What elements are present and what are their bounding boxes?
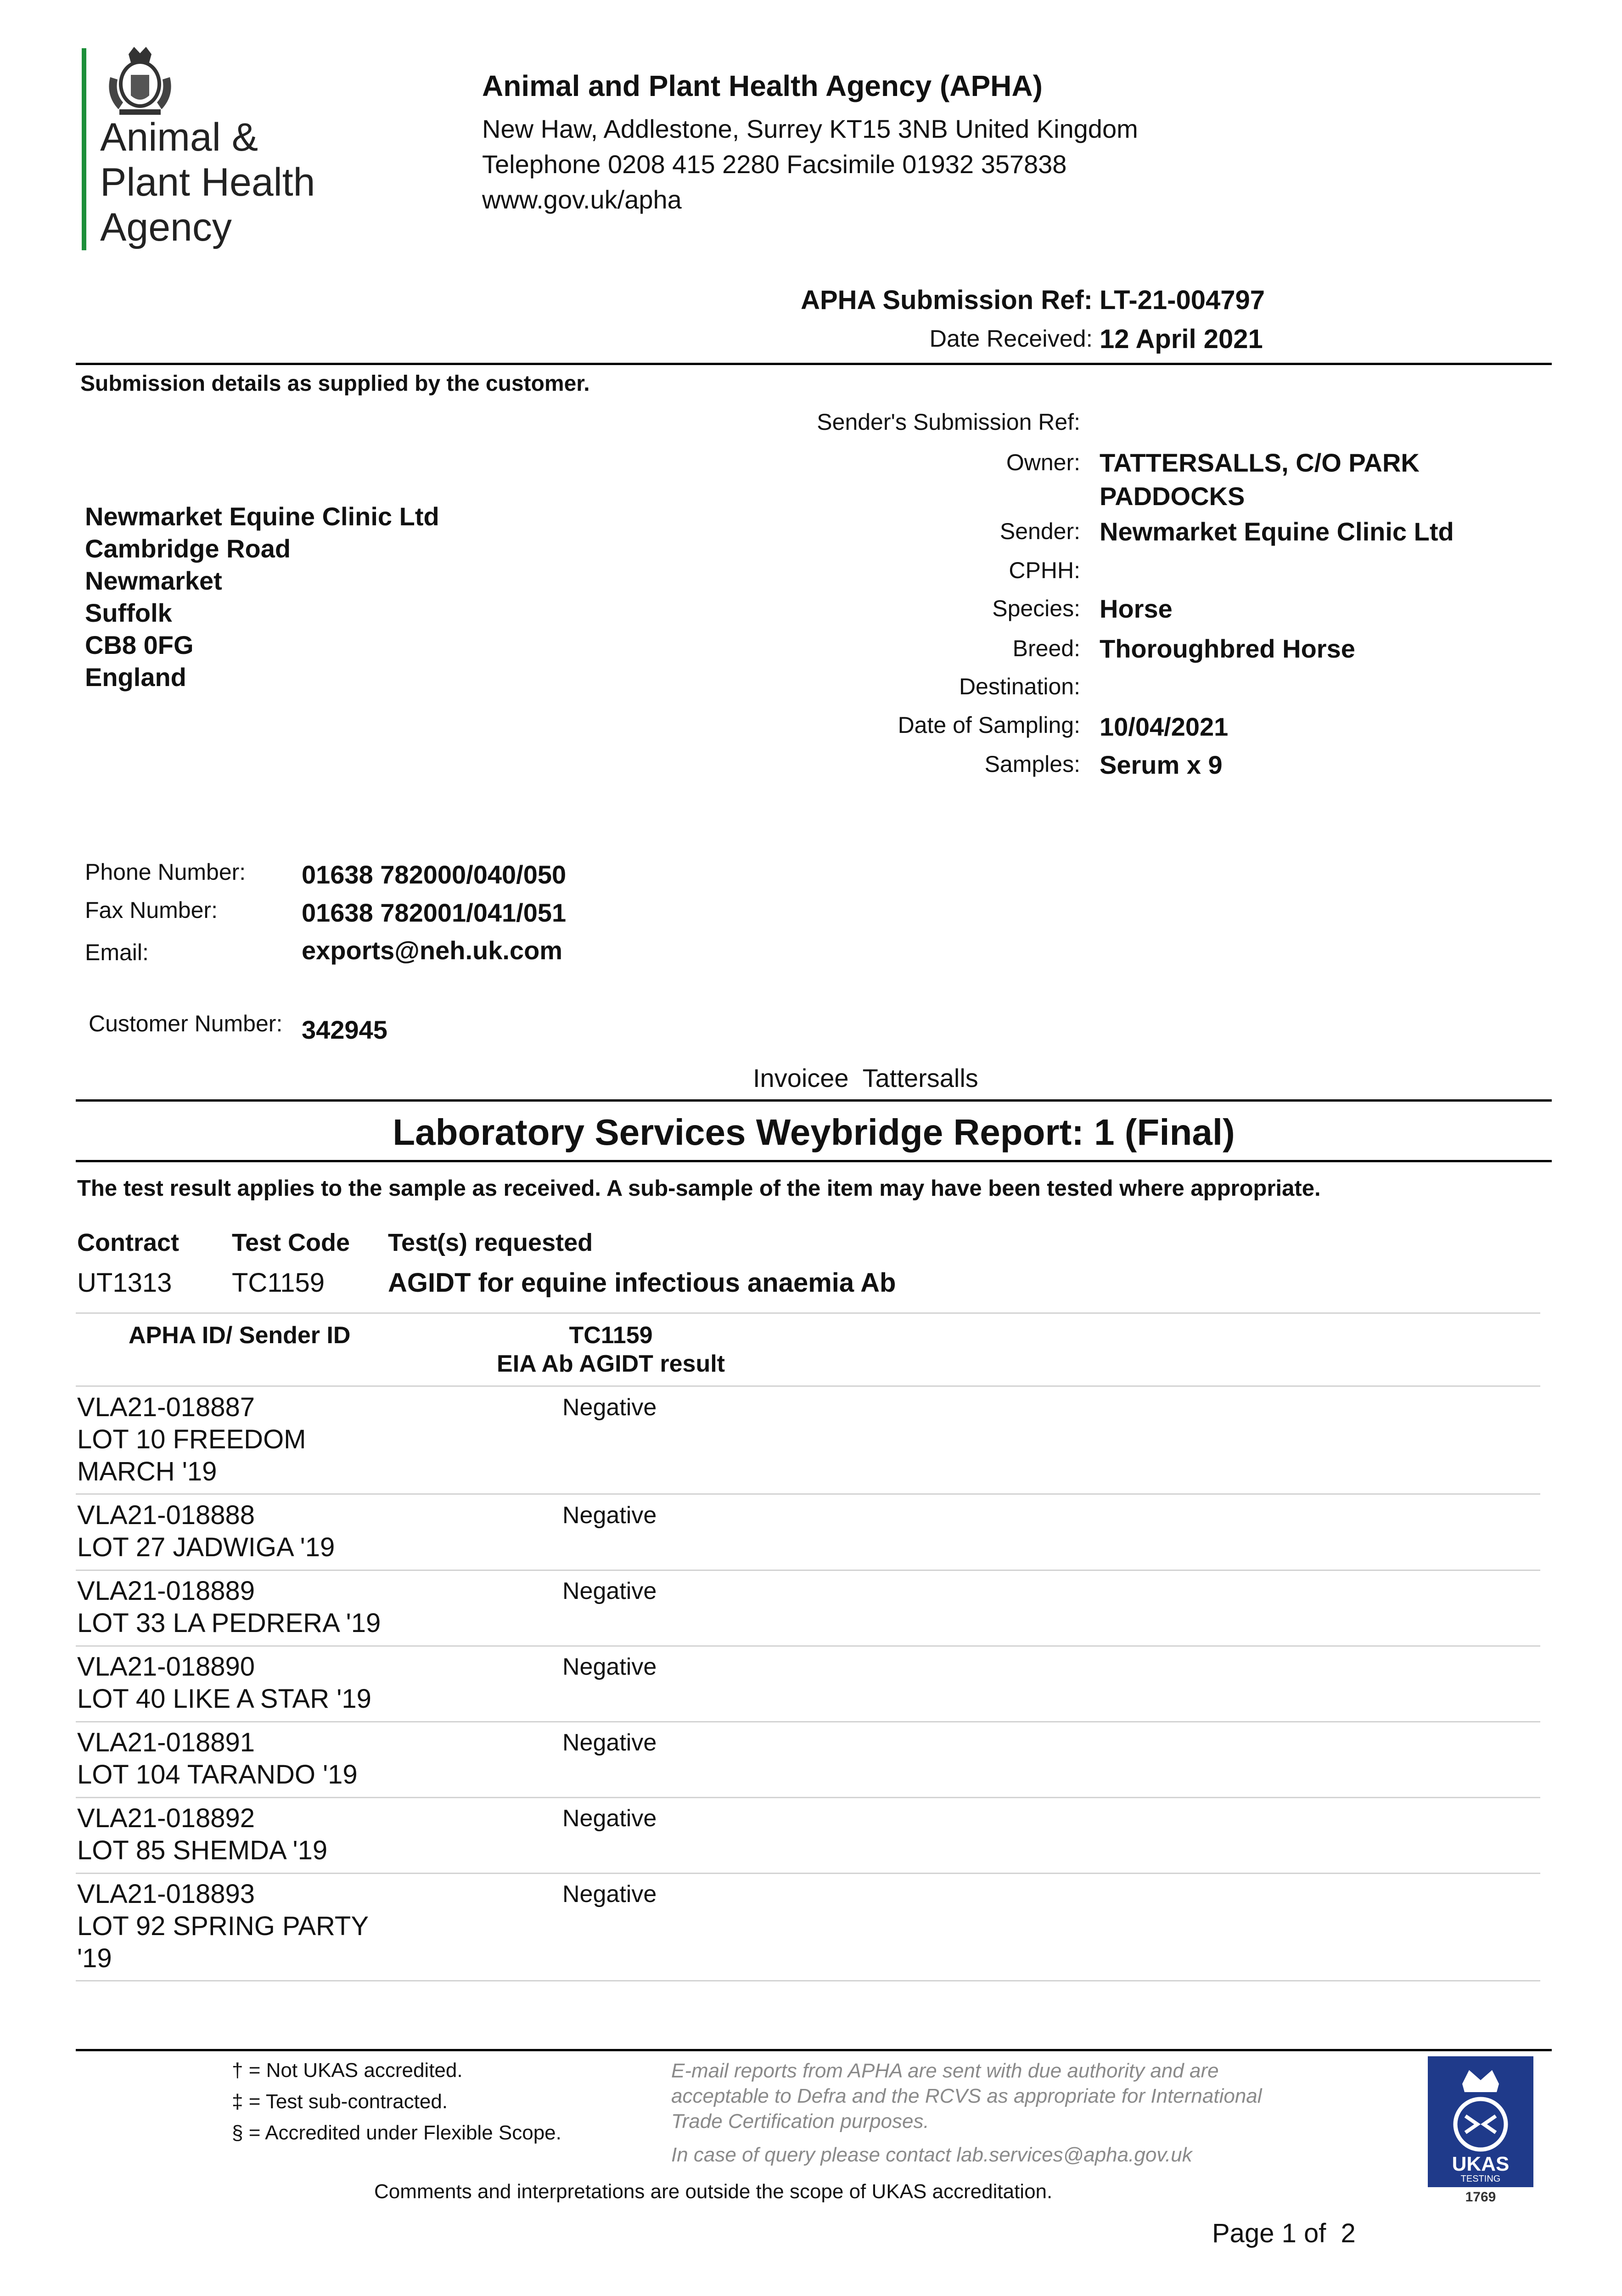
page-number: Page 1 of 2 [1212, 2218, 1356, 2248]
test-code-header: Test Code [232, 1229, 350, 1256]
date-received-value: 12 April 2021 [1100, 324, 1263, 354]
table-row [77, 1499, 335, 1564]
email-label: Email: [85, 940, 149, 965]
contract-value: UT1313 [77, 1268, 172, 1298]
row-divider [76, 1721, 1540, 1722]
table-row [77, 1391, 306, 1488]
royal-crest-icon [101, 45, 179, 118]
row-divider [76, 1797, 1540, 1798]
sender-id: MARCH '19 [77, 1457, 217, 1486]
row-divider [76, 1570, 1540, 1571]
fax-label: Fax Number: [85, 897, 218, 923]
owner-value-2: PADDOCKS [1100, 482, 1245, 511]
sample-id: VLA21-018890 [77, 1652, 255, 1682]
email-note [671, 2058, 1262, 2134]
logo-wordmark [100, 115, 315, 250]
address-line: Suffolk [85, 598, 172, 627]
col-id-header: APHA ID/ Sender ID [129, 1322, 351, 1349]
phone-value: 01638 782000/040/050 [302, 860, 567, 889]
tests-requested-header: Test(s) requested [388, 1229, 593, 1256]
table-row [77, 1727, 358, 1791]
row-divider [76, 1645, 1540, 1647]
address-line: Newmarket Equine Clinic Ltd [85, 502, 439, 531]
query-note: In case of query please contact lab.services@apha.gov.uk [671, 2144, 1192, 2166]
row-divider [76, 1980, 1540, 1981]
owner-label: Owner: [1006, 450, 1080, 475]
sample-id: VLA21-018888 [77, 1500, 255, 1530]
table-row [77, 1651, 371, 1715]
invoicee: Invoicee Tattersalls [753, 1064, 978, 1092]
col-result-name: EIA Ab AGIDT result [497, 1351, 725, 1377]
owner-value: TATTERSALLS, C/O PARK [1100, 448, 1420, 477]
sender-value: Newmarket Equine Clinic Ltd [1100, 517, 1454, 546]
fax-value: 01638 782001/041/051 [302, 898, 567, 927]
row-divider [76, 1493, 1540, 1495]
sample-id: VLA21-018892 [77, 1803, 255, 1833]
legend-item: ‡ = Test sub-contracted. [232, 2090, 448, 2113]
address-line: CB8 0FG [85, 630, 194, 659]
divider [76, 1099, 1552, 1102]
sender-id: LOT 104 TARANDO '19 [77, 1760, 358, 1790]
email-note-line: acceptable to Defra and the RCVS as appropriate for International [671, 2085, 1262, 2107]
sender-id: '19 [77, 1943, 112, 1973]
sender-ref-label: Sender's Submission Ref: [817, 409, 1080, 435]
sender-id: LOT 85 SHEMDA '19 [77, 1835, 328, 1865]
customer-number-label: Customer Number: [89, 1011, 283, 1036]
samples-label: Samples: [984, 751, 1080, 777]
divider [76, 1160, 1552, 1162]
ukas-number: 1769 [1465, 2189, 1496, 2205]
ukas-sub: TESTING [1460, 2174, 1501, 2184]
sender-id: LOT 27 JADWIGA '19 [77, 1532, 335, 1562]
logo-accent-bar [82, 48, 86, 250]
test-code-value: TC1159 [232, 1268, 325, 1298]
result-value: Negative [562, 1394, 657, 1421]
table-row [77, 1878, 369, 1975]
sampling-date-value: 10/04/2021 [1100, 712, 1229, 741]
org-address: New Haw, Addlestone, Surrey KT15 3NB United Kingdom [482, 114, 1138, 143]
sender-id: LOT 10 FREEDOM [77, 1424, 306, 1454]
table-divider [76, 1312, 1540, 1314]
sender-id: LOT 92 SPRING PARTY [77, 1911, 369, 1941]
sender-id: LOT 33 LA PEDRERA '19 [77, 1608, 381, 1638]
contract-header: Contract [77, 1229, 180, 1256]
submission-ref-value: LT-21-004797 [1100, 285, 1265, 315]
sample-id: VLA21-018891 [77, 1728, 255, 1757]
email-note-line: E-mail reports from APHA are sent with due authority and are [671, 2060, 1219, 2082]
result-value: Negative [562, 1805, 657, 1832]
address-line: Cambridge Road [85, 534, 291, 563]
table-divider [76, 1385, 1540, 1387]
divider [76, 363, 1552, 365]
breed-value: Thoroughbred Horse [1100, 634, 1355, 663]
logo-line: Animal & [100, 115, 258, 159]
destination-label: Destination: [959, 674, 1080, 699]
legend-item: † = Not UKAS accredited. [232, 2059, 463, 2082]
result-value: Negative [562, 1578, 657, 1604]
org-name: Animal and Plant Health Agency (APHA) [482, 69, 1043, 102]
logo-line: Plant Health [100, 160, 315, 204]
sampling-date-label: Date of Sampling: [898, 712, 1080, 738]
ukas-badge [1428, 2056, 1533, 2203]
comments-note: Comments and interpretations are outside the scope of UKAS accreditation. [374, 2180, 1053, 2203]
org-phone-fax: Telephone 0208 415 2280 Facsimile 01932 357838 [482, 150, 1067, 179]
footer-divider [76, 2049, 1552, 2051]
result-value: Negative [562, 1881, 657, 1908]
phone-label: Phone Number: [85, 859, 246, 885]
species-label: Species: [992, 596, 1080, 621]
row-divider [76, 1873, 1540, 1874]
customer-note: Submission details as supplied by the customer. [80, 371, 590, 396]
logo-line: Agency [100, 205, 232, 249]
result-value: Negative [562, 1654, 657, 1680]
submission-ref-label: APHA Submission Ref: [801, 285, 1093, 315]
report-title: Laboratory Services Weybridge Report: 1 (Final) [393, 1112, 1235, 1153]
email-value[interactable]: exports@neh.uk.com [302, 936, 563, 965]
customer-address [85, 501, 439, 693]
table-row [77, 1575, 381, 1639]
sender-label: Sender: [999, 518, 1080, 544]
footer-legend [232, 2055, 561, 2149]
sample-id: VLA21-018887 [77, 1392, 255, 1422]
test-name-value: AGIDT for equine infectious anaemia Ab [388, 1268, 896, 1298]
samples-value: Serum x 9 [1100, 750, 1223, 779]
customer-number-value: 342945 [302, 1015, 387, 1044]
ukas-label: UKAS [1452, 2153, 1510, 2175]
col-result-code: TC1159 [569, 1322, 653, 1349]
email-note-line: Trade Certification purposes. [671, 2110, 929, 2133]
breed-label: Breed: [1012, 636, 1080, 661]
sample-id: VLA21-018889 [77, 1576, 255, 1606]
sample-id: VLA21-018893 [77, 1879, 255, 1909]
report-disclaimer: The test result applies to the sample as received. A sub-sample of the item may have been tested where appropriate. [77, 1176, 1321, 1201]
cphh-label: CPHH: [1009, 557, 1080, 583]
legend-item: § = Accredited under Flexible Scope. [232, 2122, 561, 2144]
result-value: Negative [562, 1502, 657, 1529]
address-line: England [85, 663, 186, 692]
org-website[interactable]: www.gov.uk/apha [482, 185, 682, 214]
table-row [77, 1802, 327, 1867]
sender-id: LOT 40 LIKE A STAR '19 [77, 1684, 371, 1714]
date-received-label: Date Received: [929, 326, 1093, 352]
address-line: Newmarket [85, 566, 222, 595]
result-value: Negative [562, 1729, 657, 1756]
species-value: Horse [1100, 594, 1173, 623]
